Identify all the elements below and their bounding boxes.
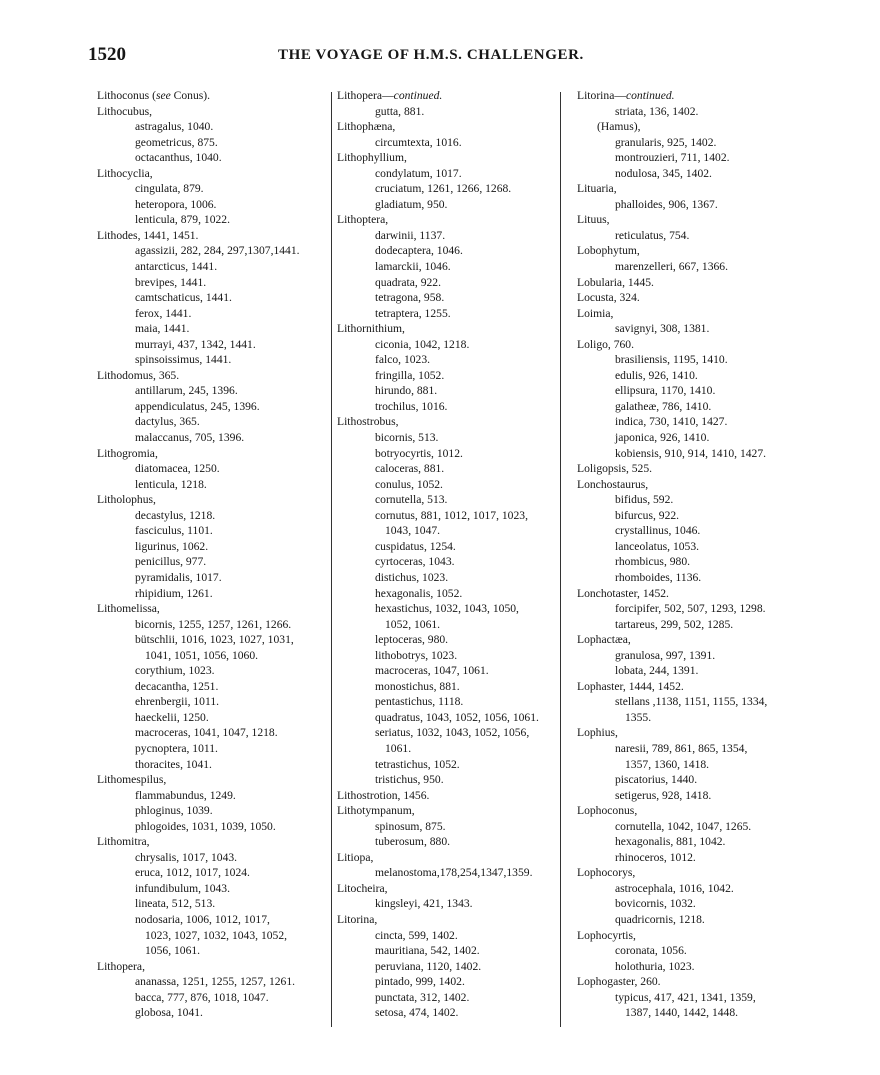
- index-subentry: melanostoma,178,254,1347,1359.: [375, 866, 533, 880]
- index-heading-entry: Lithostrotion, 1456.: [337, 788, 430, 802]
- index-subentry: astrocephala, 1016, 1042.: [615, 881, 734, 895]
- index-heading-entry: Lithophyllium,: [337, 151, 407, 165]
- index-subentry: granularis, 925, 1402.: [615, 135, 717, 149]
- index-subentry: penicillus, 977.: [135, 555, 207, 569]
- index-subentry: holothuria, 1023.: [615, 959, 695, 973]
- index-subentry: spinsoissimus, 1441.: [135, 353, 232, 367]
- index-subentry: montrouzieri, 711, 1402.: [615, 151, 730, 165]
- index-heading-entry: Lithogromia,: [97, 446, 158, 460]
- index-subentry: spinosum, 875.: [375, 819, 446, 833]
- index-heading-entry: Locusta, 324.: [577, 291, 640, 305]
- index-subentry: falco, 1023.: [375, 353, 431, 367]
- index-subentry: cornutus, 881, 1012, 1017, 1023,: [375, 508, 528, 522]
- index-subentry: appendiculatus, 245, 1396.: [135, 399, 260, 413]
- index-subentry: leptoceras, 980.: [375, 633, 449, 647]
- index-subentry: cuspidatus, 1254.: [375, 539, 456, 553]
- index-heading-entry: Lobularia, 1445.: [577, 275, 654, 289]
- index-heading-entry: Lithopera,: [97, 959, 145, 973]
- index-subentry: tetragona, 958.: [375, 291, 445, 305]
- index-subentry: quadratus, 1043, 1052, 1056, 1061.: [375, 710, 539, 724]
- index-subentry: rhombicus, 980.: [615, 555, 691, 569]
- index-subentry: conulus, 1052.: [375, 477, 443, 491]
- index-subentry: naresii, 789, 861, 865, 1354,: [615, 741, 748, 755]
- index-subentry: lineata, 512, 513.: [135, 897, 216, 911]
- index-heading-entry: Lithophæna,: [337, 120, 396, 134]
- index-subentry: diatomacea, 1250.: [135, 462, 220, 476]
- index-subentry: pyramidalis, 1017.: [135, 570, 222, 584]
- index-subentry: decastylus, 1218.: [135, 508, 216, 522]
- index-heading-entry: Litiopa,: [337, 850, 374, 864]
- index-subentry: thoracites, 1041.: [135, 757, 212, 771]
- index-subentry: setosa, 474, 1402.: [375, 1006, 459, 1020]
- index-subentry: nodulosa, 345, 1402.: [615, 166, 712, 180]
- index-subentry: 1387, 1440, 1442, 1448.: [625, 1006, 739, 1020]
- index-heading-entry: Lithoconus (see Conus).: [97, 89, 211, 102]
- index-subentry: antarcticus, 1441.: [135, 260, 218, 274]
- index-subentry: lenticula, 879, 1022.: [135, 213, 230, 227]
- index-subentry: phloginus, 1039.: [135, 804, 213, 818]
- index-subentry: tartareus, 299, 502, 1285.: [615, 617, 734, 631]
- index-subentry: pycnoptera, 1011.: [135, 741, 218, 755]
- index-subentry: maia, 1441.: [135, 322, 190, 336]
- index-subentry: ellipsura, 1170, 1410.: [615, 384, 716, 398]
- index-heading-entry: Lophoconus,: [577, 804, 638, 818]
- index-subentry: malaccanus, 705, 1396.: [135, 431, 245, 445]
- index-subentry: cruciatum, 1261, 1266, 1268.: [375, 182, 512, 196]
- index-heading-entry: Lophogaster, 260.: [577, 975, 661, 989]
- column-divider: [560, 92, 561, 1027]
- index-subentry: kobiensis, 910, 914, 1410, 1427.: [615, 446, 767, 460]
- page-number: 1520: [88, 44, 126, 65]
- index-heading-entry: Lophactæa,: [577, 633, 631, 647]
- index-heading-entry: Lophocorys,: [577, 866, 636, 880]
- index-subentry: phlogoides, 1031, 1039, 1050.: [135, 819, 276, 833]
- index-subentry: macroceras, 1041, 1047, 1218.: [135, 726, 278, 740]
- index-subentry: cornutella, 1042, 1047, 1265.: [615, 819, 752, 833]
- index-subentry: hexagonalis, 881, 1042.: [615, 835, 726, 849]
- index-subentry: cincta, 599, 1402.: [375, 928, 458, 942]
- index-heading-entry: Litorina—continued.: [577, 89, 675, 102]
- index-subentry: 1023, 1027, 1032, 1043, 1052,: [145, 928, 288, 942]
- index-subentry: seriatus, 1032, 1043, 1052, 1056,: [375, 726, 530, 740]
- index-subentry: corythium, 1023.: [135, 664, 215, 678]
- index-subentry: botryocyrtis, 1012.: [375, 446, 463, 460]
- index-subentry: agassizii, 282, 284, 297,1307,1441.: [135, 244, 300, 258]
- index-subentry: bifurcus, 922.: [615, 508, 680, 522]
- index-subentry: forcipifer, 502, 507, 1293, 1298.: [615, 602, 766, 616]
- index-heading-entry: Lituus,: [577, 213, 610, 227]
- index-subentry: galatheæ, 786, 1410.: [615, 399, 712, 413]
- index-subentry: bacca, 777, 876, 1018, 1047.: [135, 990, 269, 1004]
- index-subentry: antillarum, 245, 1396.: [135, 384, 238, 398]
- index-subentry: kingsleyi, 421, 1343.: [375, 897, 473, 911]
- index-subentry: brasiliensis, 1195, 1410.: [615, 353, 728, 367]
- index-subentry: 1357, 1360, 1418.: [625, 757, 710, 771]
- index-subentry: 1052, 1061.: [385, 617, 441, 631]
- index-subentry: lithobotrys, 1023.: [375, 648, 458, 662]
- index-subentry: quadricornis, 1218.: [615, 912, 705, 926]
- index-heading-entry: Loimia,: [577, 306, 614, 320]
- index-heading-entry: Lophius,: [577, 726, 618, 740]
- index-subentry: marenzelleri, 667, 1366.: [615, 260, 728, 274]
- index-heading-entry: Lithopera—continued.: [337, 89, 443, 102]
- index-subentry: pentastichus, 1118.: [375, 695, 464, 709]
- index-heading-entry: Lithostrobus,: [337, 415, 399, 429]
- index-subentry: flammabundus, 1249.: [135, 788, 236, 802]
- index-heading-entry: Loligo, 760.: [577, 337, 635, 351]
- index-subentry: heteropora, 1006.: [135, 197, 217, 211]
- index-subentry: murrayi, 437, 1342, 1441.: [135, 337, 256, 351]
- index-heading-entry: Lithomelissa,: [97, 602, 160, 616]
- index-subentry: phalloides, 906, 1367.: [615, 197, 718, 211]
- index-subentry: circumtexta, 1016.: [375, 135, 462, 149]
- index-subentry: lanceolatus, 1053.: [615, 539, 700, 553]
- index-column-3: [577, 88, 803, 1021]
- index-subentry: 1043, 1047.: [385, 524, 441, 538]
- index-subentry: haeckelii, 1250.: [135, 710, 209, 724]
- index-subentry: bifidus, 592.: [615, 493, 674, 507]
- index-subentry: camtschaticus, 1441.: [135, 291, 232, 305]
- index-subentry: globosa, 1041.: [135, 1006, 203, 1020]
- index-subentry: infundibulum, 1043.: [135, 881, 231, 895]
- index-subentry: hexagonalis, 1052.: [375, 586, 463, 600]
- index-heading-entry: Lobophytum,: [577, 244, 640, 258]
- index-subentry: trochilus, 1016.: [375, 399, 448, 413]
- index-subentry: tuberosum, 880.: [375, 835, 451, 849]
- index-subentry: rhinoceros, 1012.: [615, 850, 696, 864]
- index-heading-entry: Lithotympanum,: [337, 804, 415, 818]
- index-subentry: savignyi, 308, 1381.: [615, 322, 710, 336]
- index-heading-entry: Lithocubus,: [97, 104, 153, 118]
- index-subentry: hirundo, 881.: [375, 384, 438, 398]
- index-subentry: 1056, 1061.: [145, 944, 201, 958]
- index-subentry: peruviana, 1120, 1402.: [375, 959, 482, 973]
- index-subentry: lobata, 244, 1391.: [615, 664, 699, 678]
- index-heading-entry: Lithocyclia,: [97, 166, 153, 180]
- index-column-1: [97, 88, 325, 1021]
- index-subentry: dodecaptera, 1046.: [375, 244, 463, 258]
- running-title: THE VOYAGE OF H.M.S. CHALLENGER.: [278, 47, 584, 63]
- index-subentry: setigerus, 928, 1418.: [615, 788, 712, 802]
- index-subentry: piscatorius, 1440.: [615, 773, 698, 787]
- index-subentry: pintado, 999, 1402.: [375, 975, 465, 989]
- index-subentry: granulosa, 997, 1391.: [615, 648, 716, 662]
- index-subentry: reticulatus, 754.: [615, 228, 690, 242]
- index-subentry: 1061.: [385, 741, 412, 755]
- index-subentry: ananassa, 1251, 1255, 1257, 1261.: [135, 975, 296, 989]
- index-subentry: edulis, 926, 1410.: [615, 368, 698, 382]
- index-subentry: mauritiana, 542, 1402.: [375, 944, 480, 958]
- index-subentry: ligurinus, 1062.: [135, 539, 209, 553]
- index-subentry: eruca, 1012, 1017, 1024.: [135, 866, 250, 880]
- index-subentry: bovicornis, 1032.: [615, 897, 696, 911]
- index-subentry: quadrata, 922.: [375, 275, 441, 289]
- index-column-2: [337, 88, 552, 1021]
- index-subentry: stellans ,1138, 1151, 1155, 1334,: [615, 695, 768, 709]
- index-subentry: cornutella, 513.: [375, 493, 448, 507]
- index-subentry: geometricus, 875.: [135, 135, 218, 149]
- index-subentry: hexastichus, 1032, 1043, 1050,: [375, 602, 519, 616]
- index-heading-entry: Lituaria,: [577, 182, 617, 196]
- index-subentry: nodosaria, 1006, 1012, 1017,: [135, 912, 270, 926]
- index-subentry: tetrastichus, 1052.: [375, 757, 460, 771]
- index-subentry: coronata, 1056.: [615, 944, 687, 958]
- index-subentry: japonica, 926, 1410.: [615, 431, 710, 445]
- index-subentry: 1041, 1051, 1056, 1060.: [145, 648, 259, 662]
- index-heading-entry: Lithomespilus,: [97, 773, 167, 787]
- index-heading-entry: Lonchotaster, 1452.: [577, 586, 669, 600]
- index-subentry: 1355.: [625, 710, 652, 724]
- index-heading-entry: Litorina,: [337, 912, 378, 926]
- index-subentry: tristichus, 950.: [375, 773, 444, 787]
- index-subentry: astragalus, 1040.: [135, 120, 214, 134]
- index-subentry: macroceras, 1047, 1061.: [375, 664, 489, 678]
- index-heading-entry: Lithomitra,: [97, 835, 150, 849]
- index-subentry: octacanthus, 1040.: [135, 151, 222, 165]
- index-heading-entry: Lithodomus, 365.: [97, 368, 180, 382]
- index-subentry: gutta, 881.: [375, 104, 425, 118]
- index-heading-entry: Litocheira,: [337, 881, 388, 895]
- index-subentry: bütschlii, 1016, 1023, 1027, 1031,: [135, 633, 294, 647]
- index-subentry: bicornis, 513.: [375, 431, 439, 445]
- index-subentry: decacantha, 1251.: [135, 679, 219, 693]
- index-subentry: (Hamus),: [597, 120, 641, 134]
- index-heading-entry: Loligopsis, 525.: [577, 462, 653, 476]
- index-subentry: punctata, 312, 1402.: [375, 990, 470, 1004]
- index-subentry: cyrtoceras, 1043.: [375, 555, 455, 569]
- index-subentry: crystallinus, 1046.: [615, 524, 701, 538]
- index-subentry: typicus, 417, 421, 1341, 1359,: [615, 990, 756, 1004]
- index-heading-entry: Litholophus,: [97, 493, 156, 507]
- index-subentry: fringilla, 1052.: [375, 368, 445, 382]
- index-subentry: darwinii, 1137.: [375, 228, 446, 242]
- index-subentry: ehrenbergii, 1011.: [135, 695, 220, 709]
- index-subentry: lenticula, 1218.: [135, 477, 207, 491]
- index-subentry: gladiatum, 950.: [375, 197, 448, 211]
- index-subentry: caloceras, 881.: [375, 462, 445, 476]
- index-heading-entry: Lophaster, 1444, 1452.: [577, 679, 684, 693]
- index-subentry: indica, 730, 1410, 1427.: [615, 415, 728, 429]
- index-subentry: condylatum, 1017.: [375, 166, 462, 180]
- index-heading-entry: Lithoptera,: [337, 213, 389, 227]
- index-subentry: ferox, 1441.: [135, 306, 192, 320]
- index-subentry: ciconia, 1042, 1218.: [375, 337, 470, 351]
- index-subentry: rhomboides, 1136.: [615, 570, 702, 584]
- index-subentry: chrysalis, 1017, 1043.: [135, 850, 238, 864]
- index-heading-entry: Lithodes, 1441, 1451.: [97, 228, 199, 242]
- index-heading-entry: Lophocyrtis,: [577, 928, 636, 942]
- index-subentry: rhipidium, 1261.: [135, 586, 213, 600]
- index-subentry: monostichus, 881.: [375, 679, 460, 693]
- index-subentry: tetraptera, 1255.: [375, 306, 451, 320]
- index-subentry: striata, 136, 1402.: [615, 104, 699, 118]
- index-subentry: cingulata, 879.: [135, 182, 204, 196]
- index-subentry: dactylus, 365.: [135, 415, 200, 429]
- index-subentry: distichus, 1023.: [375, 570, 449, 584]
- index-heading-entry: Lonchostaurus,: [577, 477, 649, 491]
- index-subentry: lamarckii, 1046.: [375, 260, 451, 274]
- index-subentry: bicornis, 1255, 1257, 1261, 1266.: [135, 617, 292, 631]
- index-heading-entry: Lithornithium,: [337, 322, 405, 336]
- index-subentry: fasciculus, 1101.: [135, 524, 213, 538]
- index-subentry: brevipes, 1441.: [135, 275, 207, 289]
- column-divider: [331, 92, 332, 1027]
